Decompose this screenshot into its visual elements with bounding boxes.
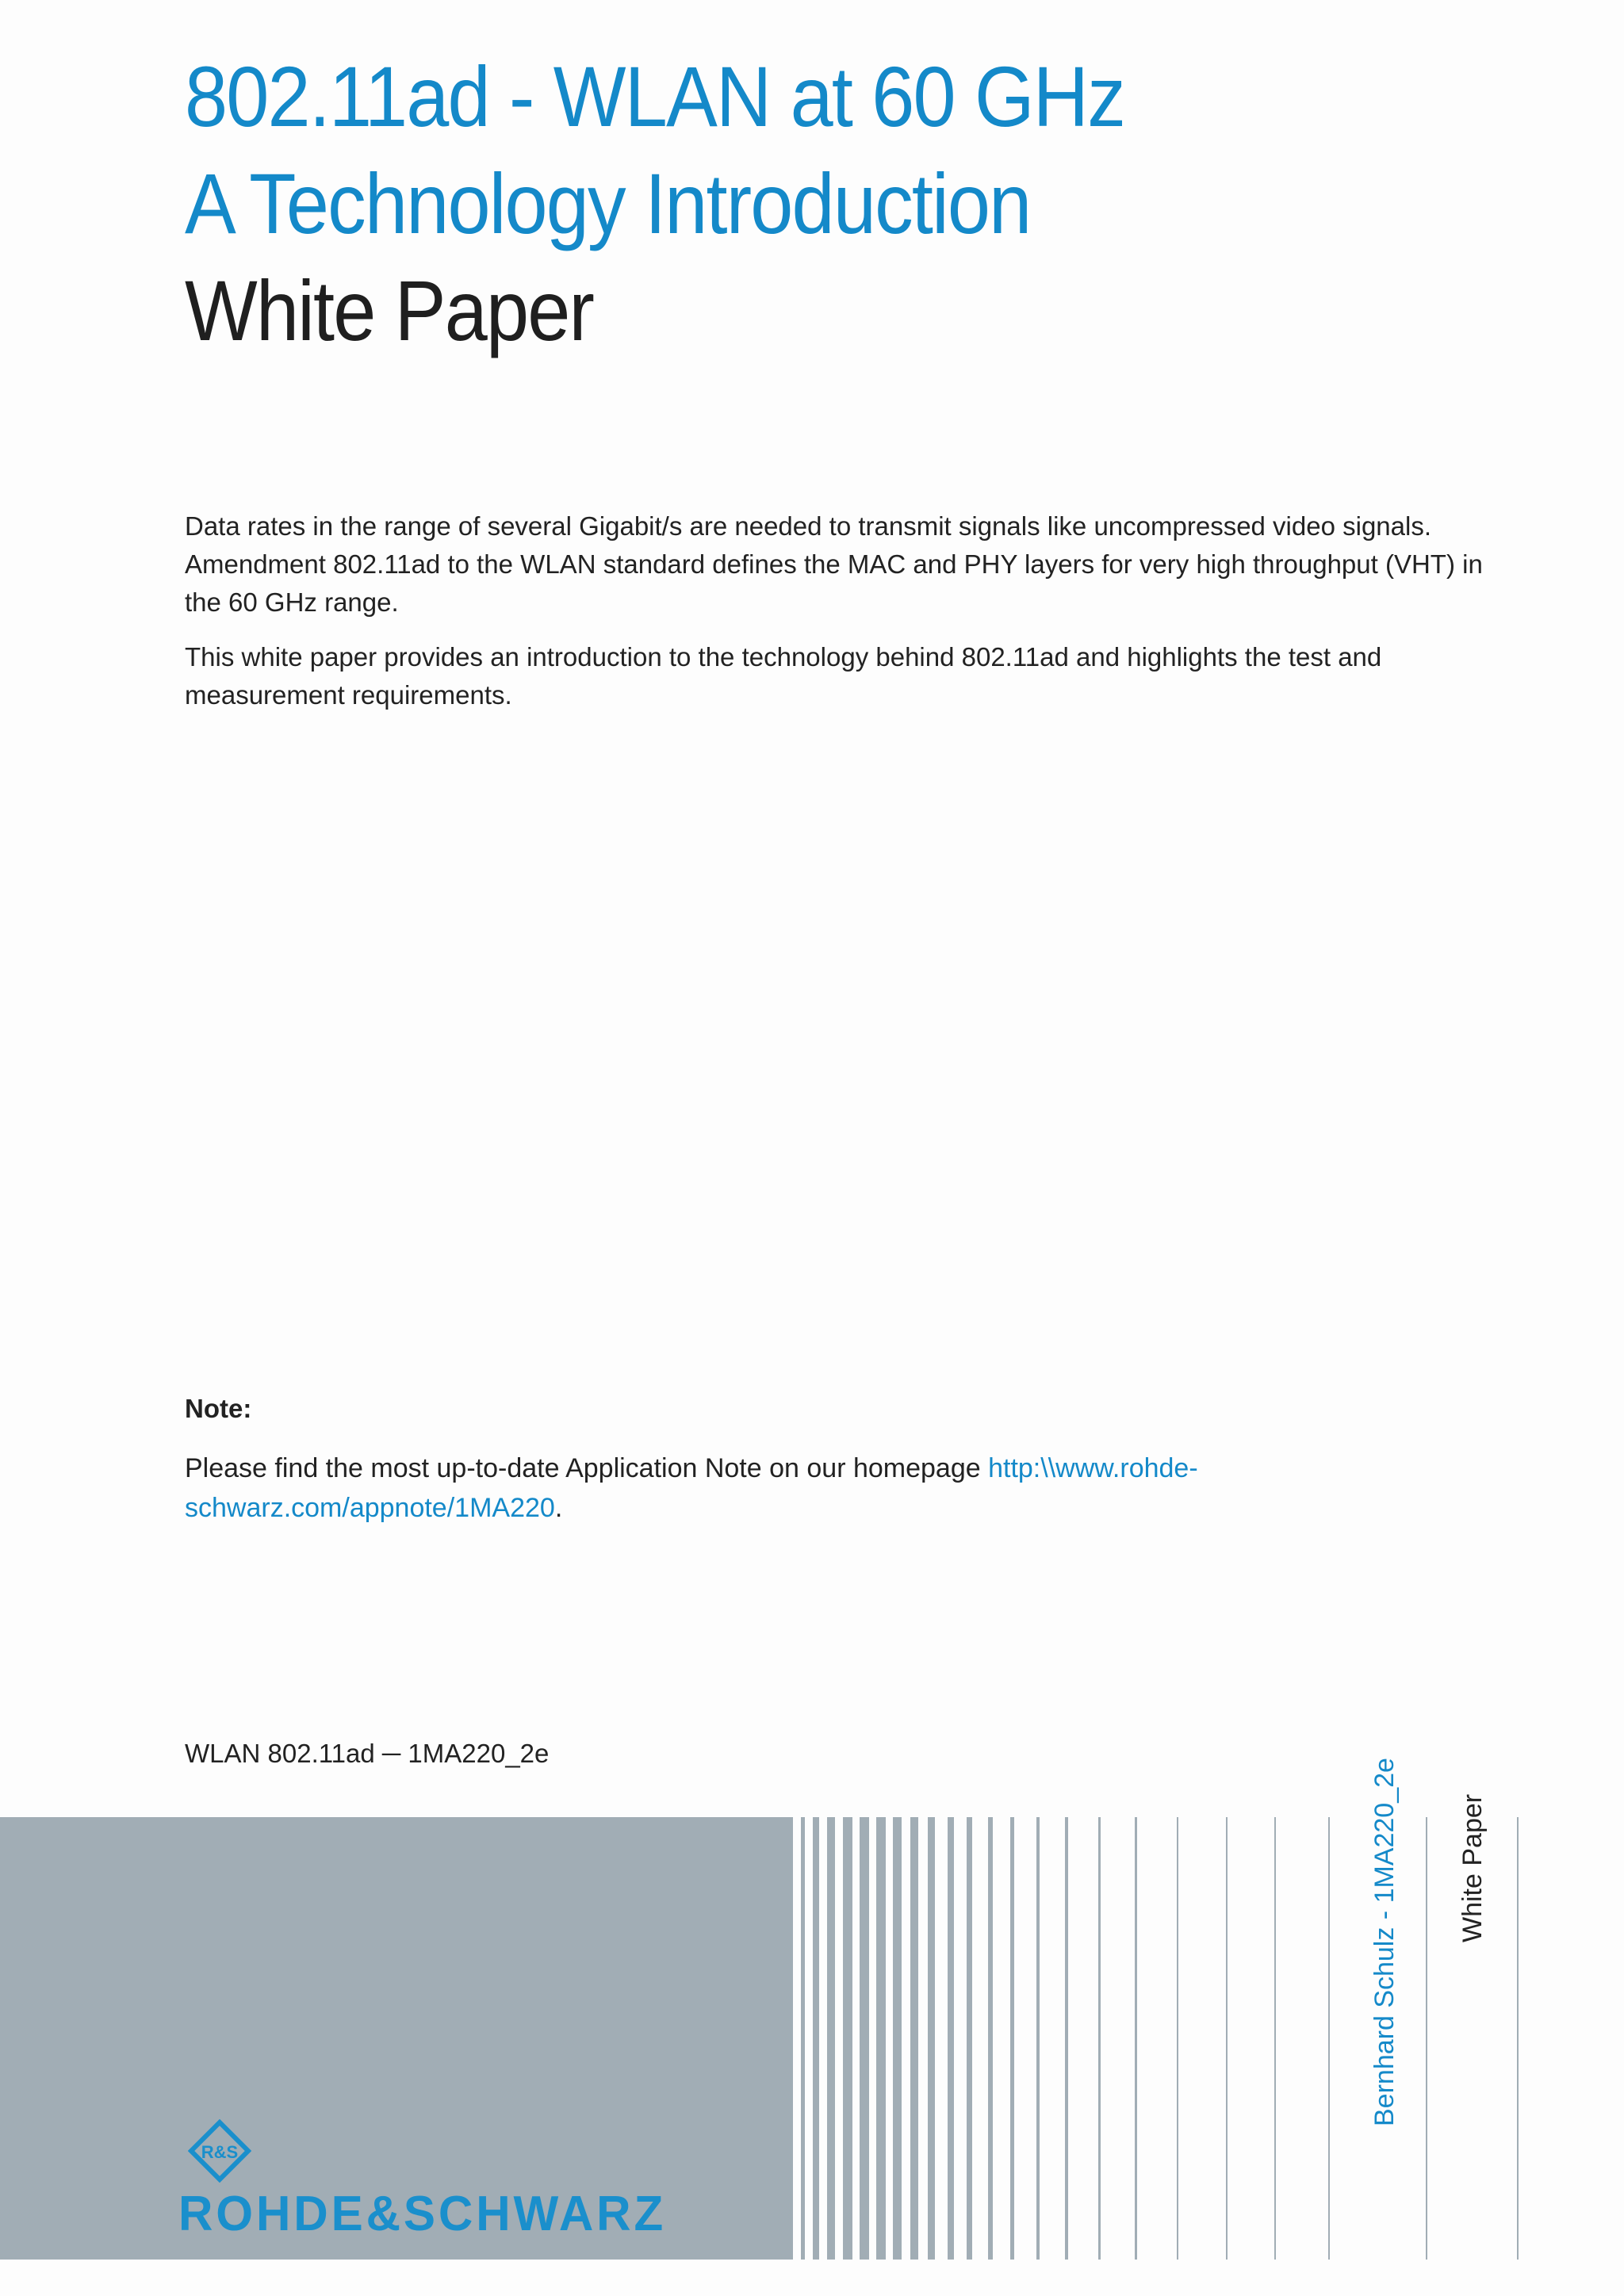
sidebar-doc-type: White Paper — [1457, 1793, 1488, 1942]
rs-emblem-icon — [188, 2119, 251, 2183]
logo-wordmark: ROHDE&SCHWARZ — [178, 2187, 667, 2241]
title-line-1: 802.11ad - WLAN at 60 GHz — [185, 48, 1125, 144]
svg-text:R&S: R&S — [201, 2142, 239, 2162]
note-end: . — [554, 1493, 563, 1523]
title-line-2: A Technology Introduction — [185, 155, 1031, 251]
note-text — [185, 1448, 1422, 1528]
abstract-paragraph-2: This white paper provides an introduction to the technology behind 802.11ad and highlights the test and measurement requirements. — [185, 642, 1382, 710]
title-line-3: White Paper — [185, 262, 594, 358]
barcode-stripes — [789, 1817, 1624, 2260]
note-body: Please find the most up-to-date Application Note on our homepage — [185, 1453, 989, 1483]
rohde-schwarz-logo — [178, 2113, 718, 2241]
note-heading: Note: — [185, 1394, 252, 1423]
document-id: WLAN 802.11ad ─ 1MA220_2e — [185, 1739, 550, 1768]
sidebar-author: Bernhard Schulz - 1MA220_2e — [1369, 1758, 1400, 2126]
abstract-paragraph-1: Data rates in the range of several Gigabit/s are needed to transmit signals like uncompressed video signals. Amendment 802.11ad to the WLAN standard defines the MAC and PHY layers for very high throughput (VHT) in the 60 GHz range. — [185, 511, 1483, 617]
homepage-link[interactable]: http:\\www.rohde-schwarz.com/appnote/1MA220 — [185, 1453, 1198, 1523]
